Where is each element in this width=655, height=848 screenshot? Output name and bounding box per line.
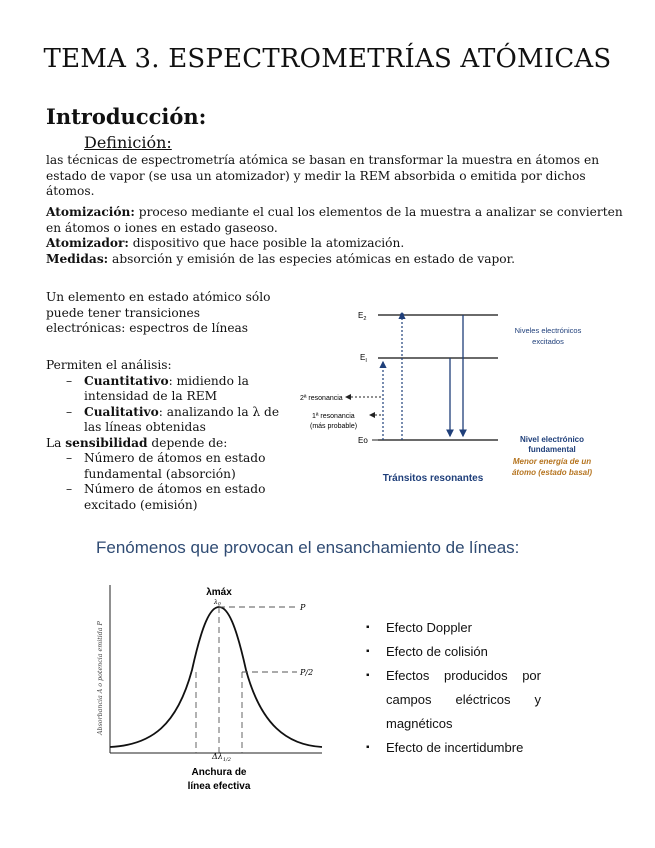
term-atomizacion: [46, 205, 626, 236]
p-label: P: [300, 603, 306, 612]
sensitivity-prefix: La: [46, 435, 66, 450]
delta-lambda-label: $\Delta\lambda_{1/2}$: [212, 752, 231, 763]
list-item: [46, 374, 286, 405]
definition-heading: Definición:: [84, 133, 172, 152]
ground-level-label: Nivel electrónico: [519, 435, 585, 444]
e2-label: $E_2$: [358, 311, 367, 322]
y-axis-label: Absorbancia A o potencia emitida P: [97, 621, 104, 735]
analysis-type: Cuantitativo: [84, 373, 169, 388]
resonance-1-label: 1ª resonancia: [312, 413, 355, 420]
list-item: – Número de átomos en estado excitado (emisión): [46, 482, 286, 513]
analysis-text: : midiendo la intensidad de la REM: [84, 373, 249, 403]
terms-block: [46, 205, 626, 267]
section-heading-introduction: Introducción:: [46, 104, 207, 129]
analysis-text: : analizando la λ de las líneas obtenidas: [84, 404, 280, 434]
e0-label: Eo: [358, 436, 368, 445]
lambda-max-label: λmáx: [206, 587, 232, 598]
term-label: Atomización:: [46, 205, 135, 219]
graph-caption: Anchura de: [191, 767, 247, 778]
list-item: ▪ Efectos producidos por campos eléctricos y magnéticos: [366, 664, 541, 736]
term-label: Atomizador:: [46, 236, 129, 250]
list-item: ▪ Efecto de colisión: [366, 640, 541, 664]
line-broadening-graph: [92, 575, 332, 800]
graph-caption-2: línea efectiva: [187, 781, 251, 792]
analysis-block: [46, 358, 286, 513]
analysis-type: Cualitativo: [84, 404, 159, 419]
sensitivity-suffix: depende de:: [147, 435, 228, 450]
page-title: TEMA 3. ESPECTROMETRÍAS ATÓMICAS: [43, 44, 612, 74]
lambda0-label: $\lambda_0$: [214, 599, 221, 608]
basal-state-label: Menor energía de un: [512, 457, 592, 466]
term-atomizador: [46, 236, 626, 252]
list-item: [46, 405, 286, 436]
e1-label: $E_I$: [360, 353, 367, 364]
analysis-list: [46, 374, 286, 436]
emission-peak-curve: [110, 607, 322, 747]
resonance-1-note: (más probable): [310, 423, 358, 430]
term-text: proceso mediante el cual los elementos de la muestra a analizar se convierten en átomos o iones en estado gaseoso.: [46, 205, 623, 235]
excited-levels-label-2: excitados: [532, 337, 564, 346]
list-item: ▪ Efecto Doppler: [366, 616, 541, 640]
sensitivity-term: sensibilidad: [65, 435, 148, 450]
resonance-2-label: 2ª resonancia: [300, 395, 343, 402]
analysis-intro: Permiten el análisis:: [46, 358, 172, 372]
ground-level-label-2: fundamental: [528, 445, 576, 454]
term-medidas: [46, 252, 626, 268]
sensitivity-list: [46, 451, 286, 513]
transition-dot: [400, 313, 404, 317]
atomic-state-paragraph: Un elemento en estado atómico sólo puede tener transiciones electrónicas: espectros de líneas: [46, 290, 271, 335]
term-label: Medidas:: [46, 251, 109, 266]
term-text: dispositivo que hace posible la atomización.: [128, 236, 405, 250]
broadening-heading: Fenómenos que provocan el ensanchamiento de líneas:: [96, 538, 520, 557]
list-item: ▪ Efecto de incertidumbre: [366, 736, 541, 760]
definition-paragraph: las técnicas de espectrometría atómica se basan en transformar la muestra en átomos en estado de vapor (se usa un atomizador) y medir la REM absorbida o emitida por dichos átomos.: [46, 153, 600, 198]
p2-label: P/2: [300, 668, 314, 677]
broadening-effects-list: [366, 616, 541, 760]
term-text: absorción y emisión de las especies atómicas en estado de vapor.: [108, 251, 515, 266]
diagram-caption: Tránsitos resonantes: [382, 473, 484, 484]
list-item: – Número de átomos en estado fundamental (absorción): [46, 451, 286, 482]
basal-state-label-2: átomo (estado basal): [511, 468, 593, 477]
excited-levels-label: Niveles electrónicos: [514, 326, 582, 335]
energy-level-diagram: [298, 300, 618, 490]
sensitivity-line: [46, 436, 286, 452]
